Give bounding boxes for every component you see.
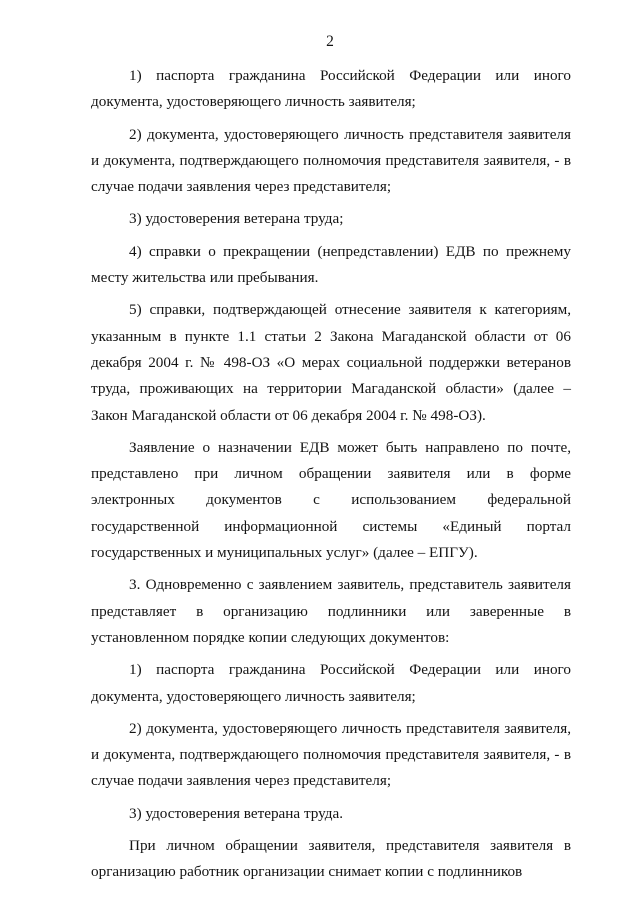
list-item-representative-document: 2) документа, удостоверяющего личность представителя заявителя и документа, подтверждающего полномочия представителя заявителя, - в случае подачи заявления через представителя;: [91, 125, 571, 196]
list-item-passport-2: 1) паспорта гражданина Российской Федерации или иного документа, удостоверяющего личность заявителя;: [91, 661, 571, 705]
list-item-veteran-certificate-2: 3) удостоверения ветерана труда.: [129, 804, 344, 822]
list-item-veteran-certificate: 3) удостоверения ветерана труда;: [129, 210, 344, 228]
paragraph-personal-visit: При личном обращении заявителя, представителя заявителя в организацию работник организации снимает копии с подлинников: [91, 837, 571, 881]
paragraph-application-submission: Заявление о назначении ЕДВ может быть направлено по почте, представлено при личном обращении заявителя или в форме электронных документов с использованием федеральной государственной информационной системы «Единый портал государственных и муниципальных услуг» (далее – ЕПГУ).: [91, 438, 571, 562]
list-item-category-certificate: 5) справки, подтверждающей отнесение заявителя к категориям, указанным в пункте 1.1 статьи 2 Закона Магаданской области от 06 декабря 2004 г. № 498-ОЗ «О мерах социальной поддержки ветеранов труда, проживающих на территории Магаданской области» (далее – Закон Магаданской области от 06 декабря 2004 г. № 498-ОЗ).: [91, 301, 571, 424]
page-number: 2: [326, 33, 334, 50]
list-item-passport: 1) паспорта гражданина Российской Федерации или иного документа, удостоверяющего личность заявителя;: [91, 67, 571, 111]
list-item-edv-termination-certificate: 4) справки о прекращении (непредставлении) ЕДВ по прежнему месту жительства или пребывания.: [91, 242, 571, 287]
paragraph-section-3: 3. Одновременно с заявлением заявитель, представитель заявителя представляет в организацию подлинники или заверенные в установленном порядке копии следующих документов:: [91, 576, 571, 646]
list-item-representative-document-2: 2) документа, удостоверяющего личность представителя заявителя, и документа, подтверждающего полномочия представителя заявителя, - в случае подачи заявления через представителя;: [91, 719, 571, 790]
document-body: [91, 63, 571, 892]
